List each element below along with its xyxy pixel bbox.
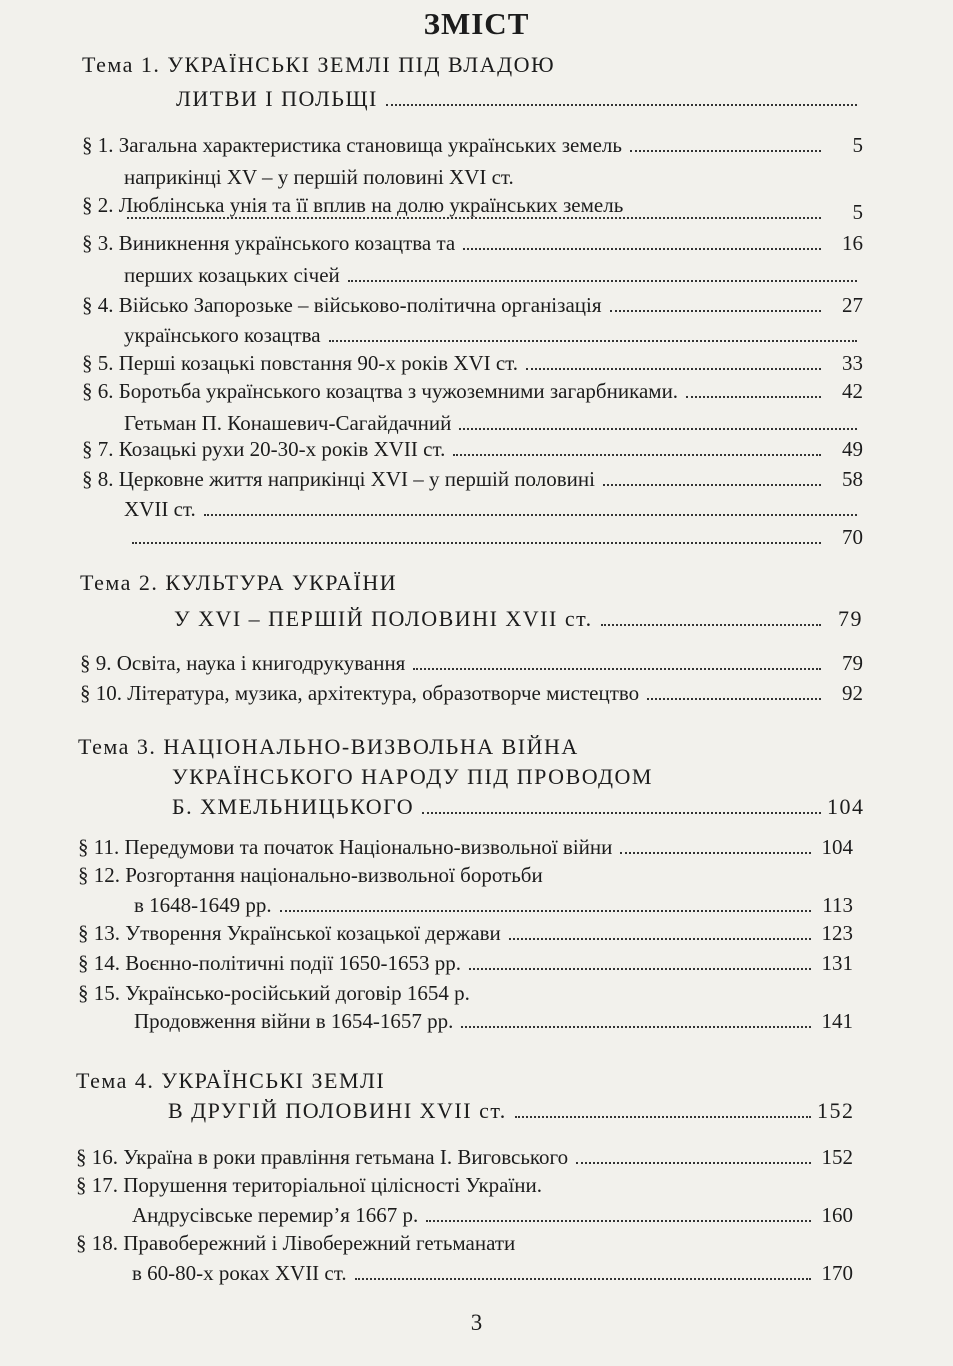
toc-entry-14: § 14. Воєнно-політичні події 1650-1653 рр. 131	[78, 951, 853, 975]
toc-entry-18-line-2: в 60-80-х роках XVII ст. 170	[132, 1261, 853, 1285]
theme-2-title-line-1: Тема 2. КУЛЬТУРА УКРАЇНИ	[80, 570, 398, 595]
toc-entry-1-cont: 5	[82, 195, 863, 225]
toc-entry-6: § 6. Боротьба українського козацтва з чужоземними загарбниками. 42	[82, 379, 863, 403]
toc-entry-3-line-2: перших козацьких січей	[124, 258, 863, 288]
toc-entry-17-line-2: Андрусівське перемир’я 1667 р. 160	[132, 1203, 853, 1227]
toc-entry-7: § 7. Козацькі рухи 20-30-х років XVII ст. 49	[82, 437, 863, 461]
theme-1-title-line-2: ЛИТВИ І ПОЛЬЩІ	[176, 82, 863, 112]
theme-1-title-line-1: Тема 1. УКРАЇНСЬКІ ЗЕМЛІ ПІД ВЛАДОЮ	[82, 52, 556, 77]
toc-entry-15-line-2: Продовження війни в 1654-1657 рр. 141	[134, 1009, 853, 1033]
page-title: ЗМІСТ	[423, 6, 530, 41]
toc-entry-8: § 8. Церковне життя наприкінці XVI – у першій половині 58	[82, 467, 863, 491]
theme-4-title-line-1: Тема 4. УКРАЇНСЬКІ ЗЕМЛІ	[76, 1068, 386, 1093]
toc-entry-18: § 18. Правобережний і Лівобережний гетьманати	[76, 1231, 516, 1255]
page-number: 3	[470, 1310, 483, 1335]
toc-entry-2: § 2. Люблінська унія та її вплив на долю українських земель	[82, 193, 624, 217]
toc-entry-17: § 17. Порушення територіальної цілісності України.	[76, 1173, 543, 1197]
toc-entry-12: § 12. Розгортання національно-визвольної боротьби	[78, 863, 543, 887]
toc-entry-5: § 5. Перші козацькі повстання 90-х років XVI ст. 33	[82, 351, 863, 375]
toc-entry-15: § 15. Українсько-російський договір 1654 р.	[78, 981, 470, 1005]
toc-entry-11: § 11. Передумови та початок Національно-визвольної війни 104	[78, 835, 853, 859]
toc-entry-6-line-2: Гетьман П. Конашевич-Сагайдачний	[124, 406, 863, 436]
toc-entry-4: § 4. Військо Запорозьке – військово-політична організація 27	[82, 293, 863, 317]
toc-entry-1: § 1. Загальна характеристика становища українських земель 5	[82, 133, 863, 157]
theme-3-title-line-3: Б. ХМЕЛЬНИЦЬКОГО 104	[172, 794, 865, 819]
toc-entry-4-line-2: українського козацтва	[124, 318, 863, 348]
toc-entry-10: § 10. Література, музика, архітектура, образотворче мистецтво 92	[80, 681, 863, 705]
toc-entry-8-cont: 70	[124, 520, 863, 550]
theme-2-title-line-2: У XVI – ПЕРШІЙ ПОЛОВИНІ XVII ст. 79	[174, 606, 863, 631]
toc-entry-9: § 9. Освіта, наука і книгодрукування 79	[80, 651, 863, 675]
theme-3-title-line-2: УКРАЇНСЬКОГО НАРОДУ ПІД ПРОВОДОМ	[172, 764, 653, 789]
toc-entry-3: § 3. Виникнення українського козацтва та 16	[82, 231, 863, 255]
theme-3-title-line-1: Тема 3. НАЦІОНАЛЬНО-ВИЗВОЛЬНА ВІЙНА	[78, 734, 579, 759]
toc-entry-12-line-2: в 1648-1649 рр. 113	[134, 893, 853, 917]
toc-entry-8-line-2: XVII ст.	[124, 492, 863, 522]
toc-entry-13: § 13. Утворення Української козацької держави 123	[78, 921, 853, 945]
theme-4-title-line-2: В ДРУГІЙ ПОЛОВИНІ XVII ст. 152	[168, 1098, 855, 1123]
toc-entry-16: § 16. Україна в роки правління гетьмана І. Виговського 152	[76, 1145, 853, 1169]
toc-entry-1-line-2: наприкінці XV – у першій половині XVI ст.	[124, 165, 514, 189]
